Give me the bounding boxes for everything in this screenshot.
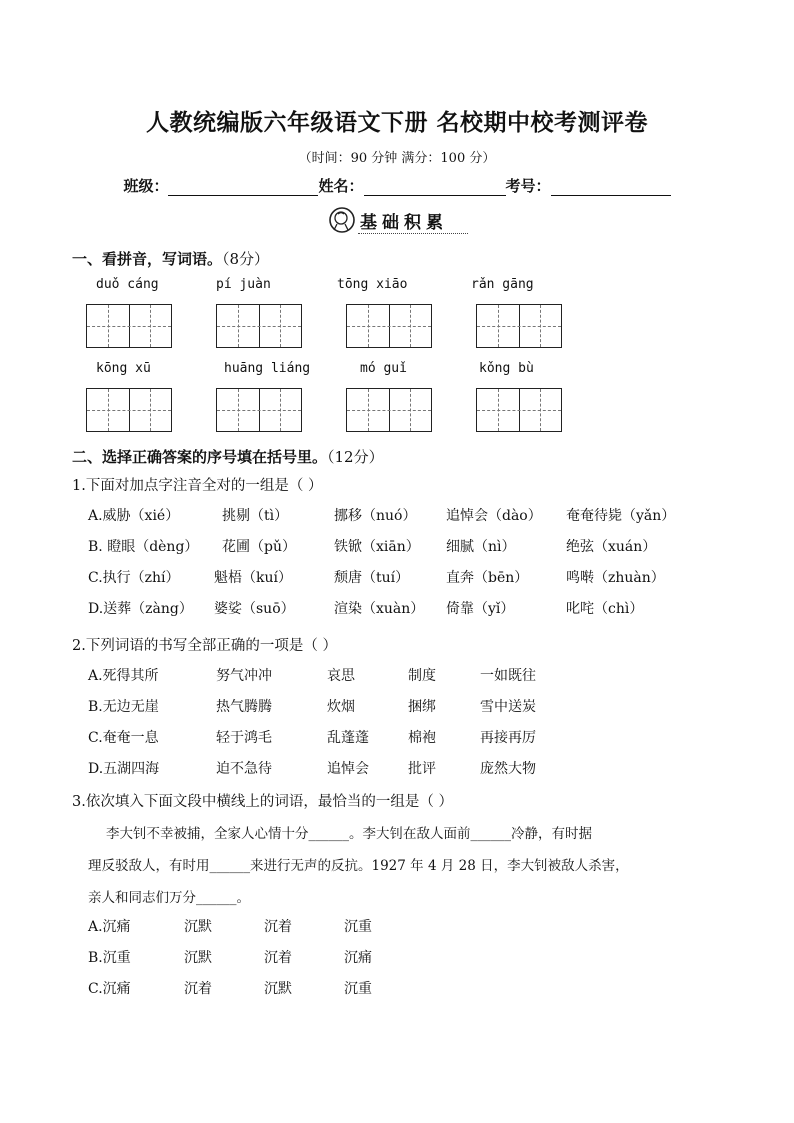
q2-c-3: 乱蓬蓬: [327, 730, 369, 746]
section2-title: 二、选择正确答案的序号填在括号里。: [72, 448, 328, 466]
q3-b-1: B.沉重: [88, 950, 131, 966]
q3-b-2: 沉默: [184, 950, 212, 966]
section2-points: （12分）: [327, 448, 384, 466]
q1-a-5: 奄奄待毙（yǎn）: [566, 508, 676, 524]
q2-a-5: 一如既往: [480, 668, 536, 684]
q3-c-3: 沉默: [264, 981, 292, 997]
writing-grid-7[interactable]: [346, 388, 432, 432]
page-title: 人教统编版六年级语文下册 名校期中校考测评卷: [145, 110, 648, 136]
writing-grid-2[interactable]: [216, 304, 302, 348]
q1-c-3: 颓唐（tuí）: [334, 570, 410, 586]
student-info-line: [0, 175, 794, 196]
writing-grid-1[interactable]: [86, 304, 172, 348]
pinyin-8: kǒng bù: [479, 361, 534, 376]
q1-c-1: C.执行（zhí）: [88, 570, 180, 586]
q1-c-2: 魁梧（kuí）: [214, 570, 292, 586]
q2-d-3: 追悼会: [327, 761, 369, 777]
writing-grid-4[interactable]: [476, 304, 562, 348]
q2-d-5: 庞然大物: [480, 761, 536, 777]
q3-a-4: 沉重: [344, 919, 372, 935]
q1-d-2: 婆娑（suō）: [214, 601, 295, 617]
q3-b-3: 沉着: [264, 950, 292, 966]
pinyin-2: pí juàn: [216, 277, 271, 292]
class-label: 班级：: [123, 177, 169, 195]
q1-a-4: 追悼会（dào）: [446, 508, 542, 524]
pinyin-4: rǎn gāng: [471, 277, 534, 292]
exam-time-score: （时间：90 分钟 满分：100 分）: [298, 151, 496, 166]
q3-a-3: 沉着: [264, 919, 292, 935]
badge-label: 基础积累: [360, 213, 448, 233]
q1-c-5: 鸣啭（zhuàn）: [566, 570, 665, 586]
q1-d-3: 渲染（xuàn）: [334, 601, 425, 617]
pinyin-1: duǒ cáng: [96, 277, 159, 292]
q2-a-1: A.死得其所: [88, 668, 159, 684]
q2-a-2: 努气冲冲: [216, 668, 272, 684]
writing-grid-6[interactable]: [216, 388, 302, 432]
q2-b-1: B.无边无崖: [88, 699, 159, 715]
pinyin-5: kōng xū: [96, 361, 151, 376]
q3-a-2: 沉默: [184, 919, 212, 935]
q1-b-2: 花圃（pǔ）: [222, 539, 296, 555]
q1-b-4: 细腻（nì）: [446, 539, 516, 555]
writing-grid-8[interactable]: [476, 388, 562, 432]
q2-d-2: 迫不急待: [216, 761, 272, 777]
q2-d-1: D.五湖四海: [88, 761, 160, 777]
q3-passage-line-1: 李大钊不幸被捕，全家人心情十分______。李大钊在敌人面前______冷静，有时据: [106, 826, 592, 842]
q1-a-3: 挪移（nuó）: [334, 508, 417, 524]
q1-d-4: 倚靠（yǐ）: [446, 601, 515, 617]
q2-a-4: 制度: [408, 668, 436, 684]
q1-b-3: 铁锨（xiān）: [334, 539, 420, 555]
q1-b-5: 绝弦（xuán）: [566, 539, 657, 555]
badge-underline: [358, 233, 468, 234]
pinyin-3: tōng xiāo: [337, 277, 408, 292]
q1-d-5: 叱咤（chì）: [566, 601, 644, 617]
q2-b-3: 炊烟: [327, 699, 355, 715]
q3-c-4: 沉重: [344, 981, 372, 997]
name-blank[interactable]: [364, 179, 506, 196]
section1-title: 一、看拼音，写词语。: [72, 250, 223, 268]
q1-a-1: A.威胁（xié）: [88, 508, 180, 524]
q2-c-4: 棉袍: [408, 730, 436, 746]
q3-b-4: 沉痛: [344, 950, 372, 966]
pinyin-6: huāng liáng: [224, 361, 311, 376]
q3-passage-line-3: 亲人和同志们万分______。: [88, 890, 250, 906]
q2-b-2: 热气腾腾: [216, 699, 272, 715]
q3-passage-line-2: 理反驳敌人，有时用______来进行无声的反抗。1927 年 4 月 28 日，李大钊被敌人杀害，: [88, 858, 629, 874]
question-3-stem: 3.依次填入下面文段中横线上的词语，最恰当的一组是（ ）: [72, 794, 453, 810]
pinyin-7: mó guǐ: [360, 361, 407, 376]
question-1-stem: 1.下面对加点字注音全对的一组是（ ）: [72, 478, 323, 494]
exam-no-label: 考号：: [505, 177, 551, 195]
question-2-stem: 2.下列词语的书写全部正确的一项是（ ）: [72, 638, 337, 654]
section1-points: （8分）: [222, 250, 270, 268]
q2-b-4: 捆绑: [408, 699, 436, 715]
section1-heading: [72, 248, 269, 269]
q2-c-1: C.奄奄一息: [88, 730, 159, 746]
q1-c-4: 直奔（bēn）: [446, 570, 529, 586]
q2-a-3: 哀思: [327, 668, 355, 684]
globe-icon: [328, 206, 356, 234]
q1-d-1: D.送葬（zàng）: [88, 601, 193, 617]
exam-no-blank[interactable]: [551, 179, 671, 196]
name-label: 姓名：: [318, 177, 364, 195]
q2-d-4: 批评: [408, 761, 436, 777]
q3-c-2: 沉着: [184, 981, 212, 997]
q2-c-5: 再接再厉: [480, 730, 536, 746]
writing-grid-3[interactable]: [346, 304, 432, 348]
q3-c-1: C.沉痛: [88, 981, 131, 997]
q1-a-2: 挑剔（tì）: [222, 508, 289, 524]
section2-heading: [72, 446, 384, 467]
section-badge: [328, 206, 468, 236]
class-blank[interactable]: [168, 179, 318, 196]
q1-b-1: B. 瞪眼（dèng）: [88, 539, 199, 555]
q3-a-1: A.沉痛: [88, 919, 131, 935]
q2-b-5: 雪中送炭: [480, 699, 536, 715]
q2-c-2: 轻于鸿毛: [216, 730, 272, 746]
writing-grid-5[interactable]: [86, 388, 172, 432]
